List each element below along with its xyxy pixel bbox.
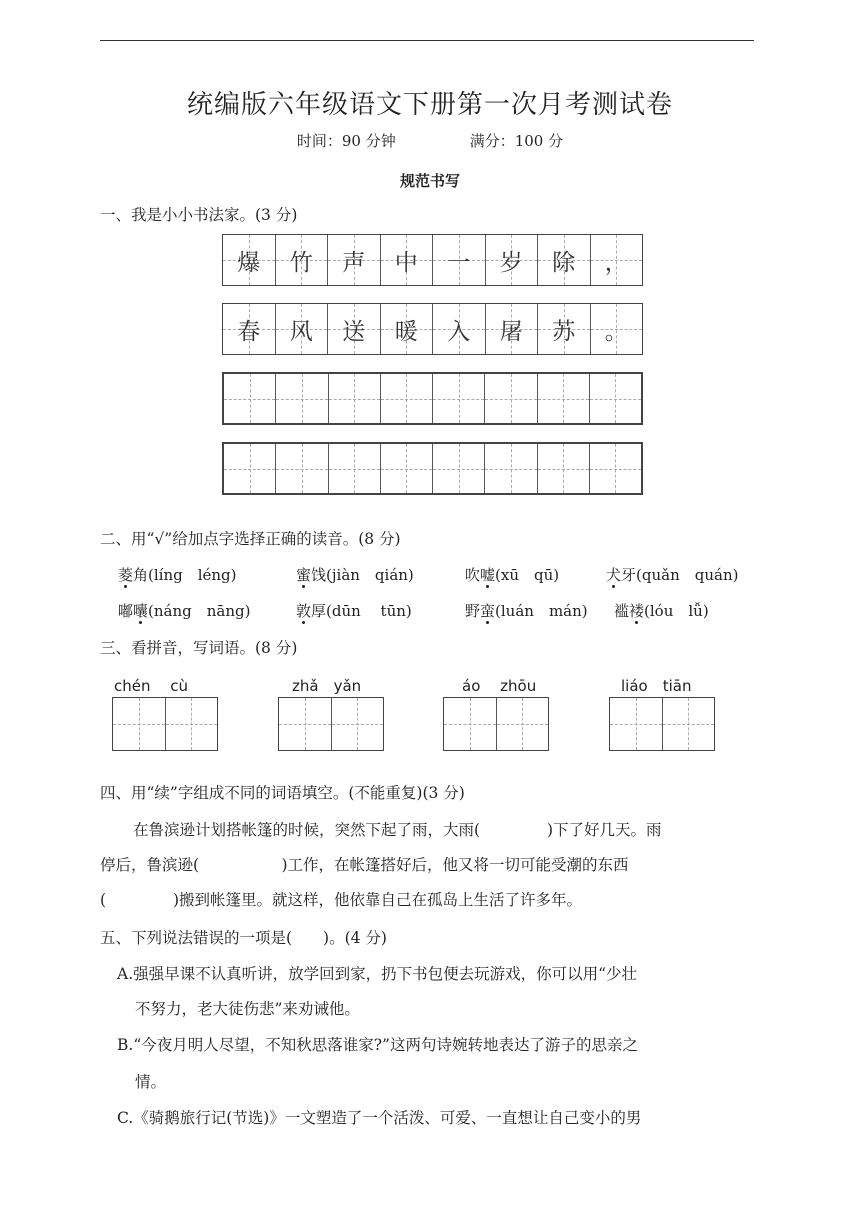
writing-cell: 声 bbox=[328, 235, 381, 285]
writing-cell[interactable] bbox=[433, 444, 485, 493]
writing-cell: 风 bbox=[276, 304, 329, 354]
pinyin-choice-item[interactable]: 野蛮(luán mán) bbox=[465, 602, 588, 620]
writing-cell[interactable] bbox=[276, 374, 328, 423]
writing-cell: 苏 bbox=[538, 304, 591, 354]
writing-cell[interactable] bbox=[381, 444, 433, 493]
writing-cell[interactable] bbox=[329, 374, 381, 423]
answer-box[interactable] bbox=[443, 697, 549, 751]
pinyin-choice-item[interactable]: 吹嘘(xū qū) bbox=[465, 566, 560, 584]
writing-row-blank-2[interactable] bbox=[222, 442, 643, 495]
pinyin-choice-item[interactable]: 敦厚(dūn tūn) bbox=[296, 602, 412, 620]
writing-cell[interactable] bbox=[485, 374, 537, 423]
writing-cell: 一 bbox=[433, 235, 486, 285]
answer-box[interactable] bbox=[112, 697, 218, 751]
writing-cell: 竹 bbox=[276, 235, 329, 285]
writing-cell[interactable] bbox=[224, 444, 276, 493]
fill-blank-line[interactable]: 停后，鲁滨逊( )工作，在帐篷搭好后，他又将一切可能受潮的东西 bbox=[100, 856, 629, 874]
time-limit: 时间：90 分钟 bbox=[296, 132, 396, 150]
question-3-title: 三、看拼音，写词语。(8 分) bbox=[100, 639, 298, 657]
pinyin-label: chén cù bbox=[114, 677, 189, 695]
writing-cell: ， bbox=[591, 235, 643, 285]
answer-box[interactable] bbox=[278, 697, 384, 751]
exam-info bbox=[0, 130, 860, 151]
option-c[interactable]: C.《骑鹅旅行记(节选)》一文塑造了一个活泼、可爱、一直想让自己变小的男 bbox=[117, 1109, 642, 1127]
writing-row-sample-1 bbox=[222, 234, 643, 286]
top-rule bbox=[100, 40, 754, 41]
writing-cell: 中 bbox=[381, 235, 434, 285]
section-heading: 规范书写 bbox=[399, 172, 460, 190]
writing-cell: 除 bbox=[538, 235, 591, 285]
writing-cell: 送 bbox=[328, 304, 381, 354]
page-title: 统编版六年级语文下册第一次月考测试卷 bbox=[186, 90, 673, 120]
writing-cell: 暖 bbox=[381, 304, 434, 354]
writing-row-blank-1[interactable] bbox=[222, 372, 643, 425]
full-score: 满分：100 分 bbox=[469, 132, 564, 150]
writing-cell: 屠 bbox=[486, 304, 539, 354]
writing-cell[interactable] bbox=[381, 374, 433, 423]
writing-cell: 爆 bbox=[223, 235, 276, 285]
pinyin-choice-item[interactable]: 嘟囔(náng nāng) bbox=[118, 602, 251, 620]
writing-cell: 春 bbox=[223, 304, 276, 354]
fill-blank-line[interactable]: 在鲁滨逊计划搭帐篷的时候，突然下起了雨，大雨( )下了好几天。雨 bbox=[133, 821, 662, 839]
writing-cell[interactable] bbox=[329, 444, 381, 493]
question-2-title: 二、用“√”给加点字选择正确的读音。(8 分) bbox=[100, 530, 401, 548]
option-b[interactable]: B.“今夜月明人尽望，不知秋思落谁家?”这两句诗婉转地表达了游子的思亲之 bbox=[117, 1036, 638, 1054]
option-b-cont: 情。 bbox=[135, 1073, 167, 1091]
question-4-title: 四、用“续”字组成不同的词语填空。(不能重复)(3 分) bbox=[100, 784, 465, 802]
writing-cell[interactable] bbox=[276, 444, 328, 493]
writing-cell: 。 bbox=[591, 304, 643, 354]
writing-cell[interactable] bbox=[224, 374, 276, 423]
pinyin-choice-item[interactable]: 菱角(líng léng) bbox=[118, 566, 237, 584]
pinyin-choice-item[interactable]: 褴褛(lóu lǚ) bbox=[614, 602, 709, 620]
writing-cell[interactable] bbox=[538, 444, 590, 493]
pinyin-choice-item[interactable]: 犬牙(quǎn quán) bbox=[606, 566, 739, 584]
fill-blank-line[interactable]: ( )搬到帐篷里。就这样，他依靠自己在孤岛上生活了许多年。 bbox=[100, 891, 583, 909]
writing-row-sample-2 bbox=[222, 303, 643, 355]
writing-cell[interactable] bbox=[590, 374, 641, 423]
writing-cell: 岁 bbox=[486, 235, 539, 285]
question-5-title[interactable]: 五、下列说法错误的一项是( )。(4 分) bbox=[100, 929, 387, 947]
writing-cell[interactable] bbox=[538, 374, 590, 423]
pinyin-choice-item[interactable]: 蜜饯(jiàn qián) bbox=[296, 566, 414, 584]
writing-cell[interactable] bbox=[433, 374, 485, 423]
answer-box[interactable] bbox=[609, 697, 715, 751]
pinyin-label: zhǎ yǎn bbox=[292, 677, 362, 695]
pinyin-label: liáo tiān bbox=[621, 677, 692, 695]
option-a[interactable]: A.强强早课不认真听讲，放学回到家，扔下书包便去玩游戏，你可以用“少壮 bbox=[117, 965, 638, 983]
option-a-cont: 不努力，老大徒伤悲”来劝诫他。 bbox=[135, 1000, 360, 1018]
writing-cell[interactable] bbox=[485, 444, 537, 493]
pinyin-label: áo zhōu bbox=[462, 677, 537, 695]
writing-cell[interactable] bbox=[590, 444, 641, 493]
writing-cell: 入 bbox=[433, 304, 486, 354]
question-1-title: 一、我是小小书法家。(3 分) bbox=[100, 206, 298, 224]
